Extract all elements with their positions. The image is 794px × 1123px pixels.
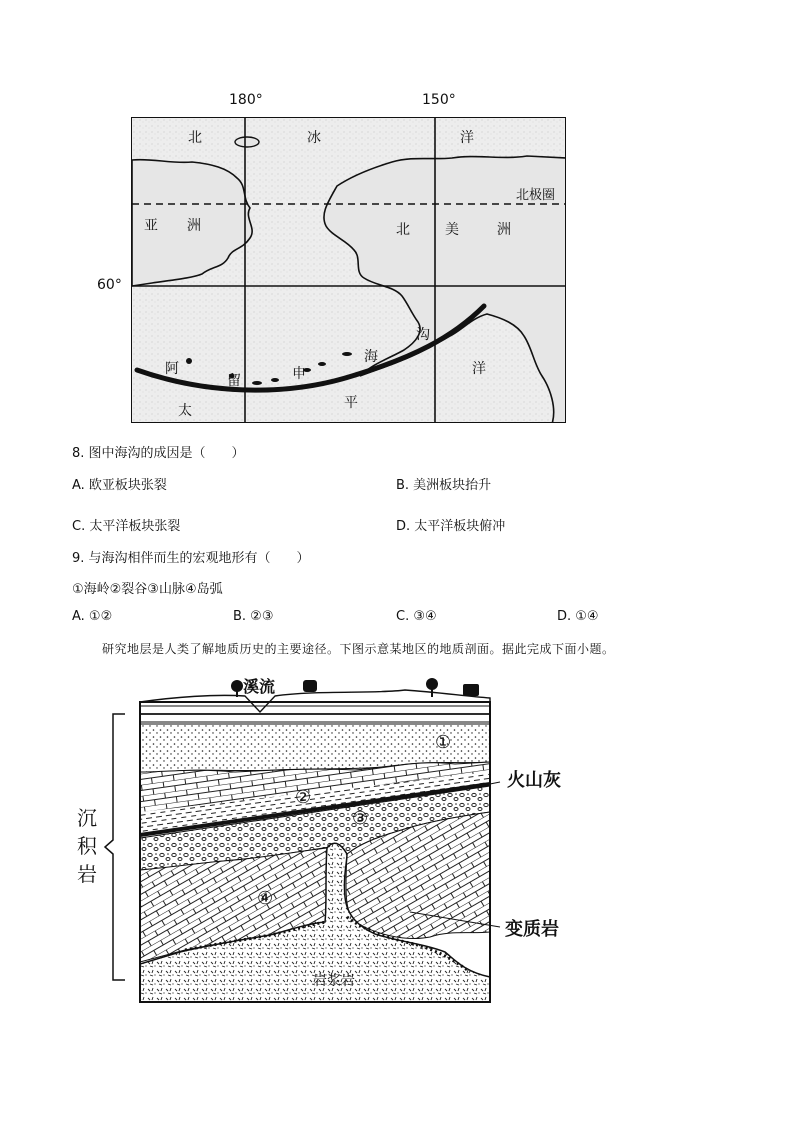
profile-drawing (75, 672, 595, 1012)
q9-stem: 9. 与海沟相伴而生的宏观地形有（ ） (72, 551, 310, 566)
map-drawing (132, 118, 566, 423)
label-asia-2: 洲 (187, 218, 201, 234)
label-sedimentary-3: 岩 (77, 862, 97, 886)
q9-option-b[interactable]: B. ②③ (233, 609, 274, 624)
label-trench-5: 沟 (416, 327, 430, 343)
q8-option-c[interactable]: C. 太平洋板块张裂 (72, 519, 181, 534)
label-na-3: 洲 (497, 222, 511, 238)
label-north-2: 冰 (307, 130, 321, 146)
label-north-3: 洋 (460, 130, 474, 146)
label-pacific-1: 太 (178, 403, 192, 419)
label-na-1: 北 (396, 222, 410, 238)
island-6 (318, 362, 326, 366)
label-sedimentary-2: 积 (77, 834, 97, 858)
house-left (303, 680, 317, 692)
label-sedimentary-1: 沉 (77, 806, 97, 830)
lon-label-180: 180° (229, 92, 263, 108)
label-stream: 溪流 (243, 677, 276, 696)
q9-option-a[interactable]: A. ①② (72, 609, 113, 624)
wrangel-island (235, 137, 259, 147)
label-north-1: 北 (188, 130, 202, 146)
label-metamorphic: 变质岩 (505, 919, 559, 940)
section-intro: 研究地层是人类了解地质历史的主要途径。下图示意某地区的地质剖面。据此完成下面小题。 (102, 642, 615, 656)
label-arctic-circle: 北极圈 (516, 188, 556, 203)
island-4 (271, 378, 279, 382)
island-3 (252, 381, 262, 385)
q9-option-d[interactable]: D. ①④ (557, 609, 599, 624)
lon-label-150: 150° (422, 92, 456, 108)
island-1 (186, 358, 192, 364)
q8-option-d[interactable]: D. 太平洋板块俯冲 (396, 519, 506, 534)
label-trench-3: 申 (292, 366, 306, 382)
label-trench-4: 海 (364, 349, 378, 365)
ash-pointer (490, 782, 500, 784)
label-layer-1: ① (435, 732, 452, 753)
geological-profile (75, 672, 595, 1012)
q8-stem: 8. 图中海沟的成因是（ ） (72, 446, 245, 461)
label-layer-4: ④ (257, 888, 274, 909)
label-layer-2: ② (295, 787, 312, 808)
label-pacific-2: 平 (344, 395, 358, 411)
q9-items: ①海岭②裂谷③山脉④岛弧 (72, 582, 223, 597)
sedimentary-bracket (105, 714, 125, 980)
house-right (463, 684, 479, 696)
q8-option-a[interactable]: A. 欧亚板块张裂 (72, 478, 167, 493)
label-layer-3: ③ (352, 808, 369, 829)
label-asia-1: 亚 (144, 218, 158, 234)
label-volcanic-ash: 火山灰 (507, 770, 561, 791)
label-trench-2: 留 (227, 373, 241, 389)
aleutian-map (131, 117, 566, 423)
q8-option-b[interactable]: B. 美洲板块抬升 (396, 478, 492, 493)
label-pacific-3: 洋 (472, 361, 486, 377)
q9-option-c[interactable]: C. ③④ (396, 609, 437, 624)
label-magma-rock: 岩浆岩 (313, 973, 355, 989)
lat-label-60: 60° (97, 277, 122, 293)
island-7 (342, 352, 352, 356)
label-na-2: 美 (445, 222, 459, 238)
label-trench-1: 阿 (165, 361, 179, 377)
